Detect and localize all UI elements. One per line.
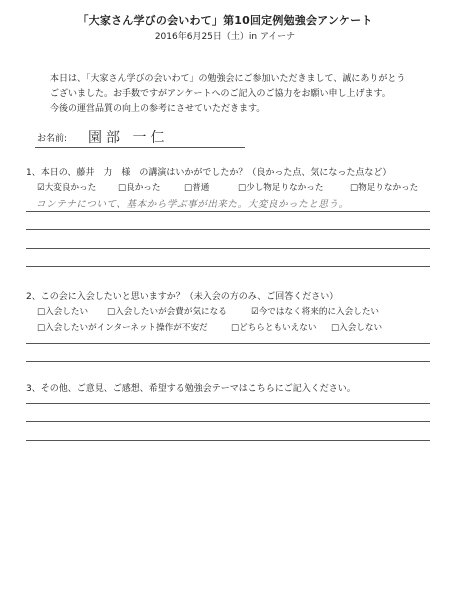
q2-option-join-internet-concern[interactable]: □入会したいがインターネット操作が不安だ: [37, 323, 208, 333]
q1-answer-line-2: [26, 229, 430, 230]
name-label: お名前:: [37, 134, 68, 144]
survey-title: 「大家さん学びの会いわて」第10回定例勉強会アンケート: [77, 14, 373, 27]
q1-option-good[interactable]: □良かった: [118, 183, 161, 193]
intro-line-3: 今後の運営品質の向上の参考にさせていただきます。: [50, 104, 266, 114]
question-2: 2、この会に入会したいと思いますか？（未入会の方のみ、ご回答ください）: [26, 292, 339, 302]
q2-option-undecided[interactable]: □どちらともいえない: [231, 323, 317, 333]
q2-option-join[interactable]: □入会したい: [37, 307, 89, 317]
intro-line-2: ございました。お手数ですがアンケートへのご記入のご協力をお願い申し上げます。: [50, 89, 391, 99]
q3-answer-line-1: [26, 403, 430, 404]
q1-option-lacking[interactable]: □物足りなかった: [350, 183, 419, 193]
q1-answer-line-1: [26, 211, 430, 212]
q1-answer-text[interactable]: コンテナについて、基本から学ぶ事が出来た。大変良かったと思う。: [36, 199, 349, 210]
q1-answer-line-3: [26, 248, 430, 249]
q3-answer-line-2: [26, 421, 430, 422]
q1-option-very-good[interactable]: ☑大変良かった: [37, 183, 97, 193]
q2-option-join-future[interactable]: ☑今ではなく将来的に入会したい: [251, 307, 380, 317]
q2-answer-line-2: [26, 361, 430, 362]
q2-option-join-fee-concern[interactable]: □入会したいが会費が気になる: [107, 307, 227, 317]
q3-answer-line-3: [26, 440, 430, 441]
intro-line-1: 本日は、「大家さん学びの会いわて」の勉強会にご参加いただきまして、誠にありがとう: [50, 74, 406, 84]
q2-option-not-join[interactable]: □入会しない: [331, 323, 383, 333]
q1-answer-line-4: [26, 266, 430, 267]
survey-date-venue: 2016年6月25日（土）in アイーナ: [154, 32, 296, 42]
q1-option-slightly-lacking[interactable]: □少し物足りなかった: [238, 183, 324, 193]
q2-answer-line-1: [26, 343, 430, 344]
question-1: 1、本日の、藤井 力 様 の講演はいかがでしたか？（良かった点、気になった点など）: [26, 168, 392, 178]
question-3: 3、その他、ご意見、ご感想、希望する勉強会テーマはこちらにご記入ください。: [26, 384, 356, 394]
name-field[interactable]: 園部 一仁: [88, 130, 169, 146]
q1-option-average[interactable]: □普通: [184, 183, 210, 193]
name-underline: [35, 147, 245, 148]
